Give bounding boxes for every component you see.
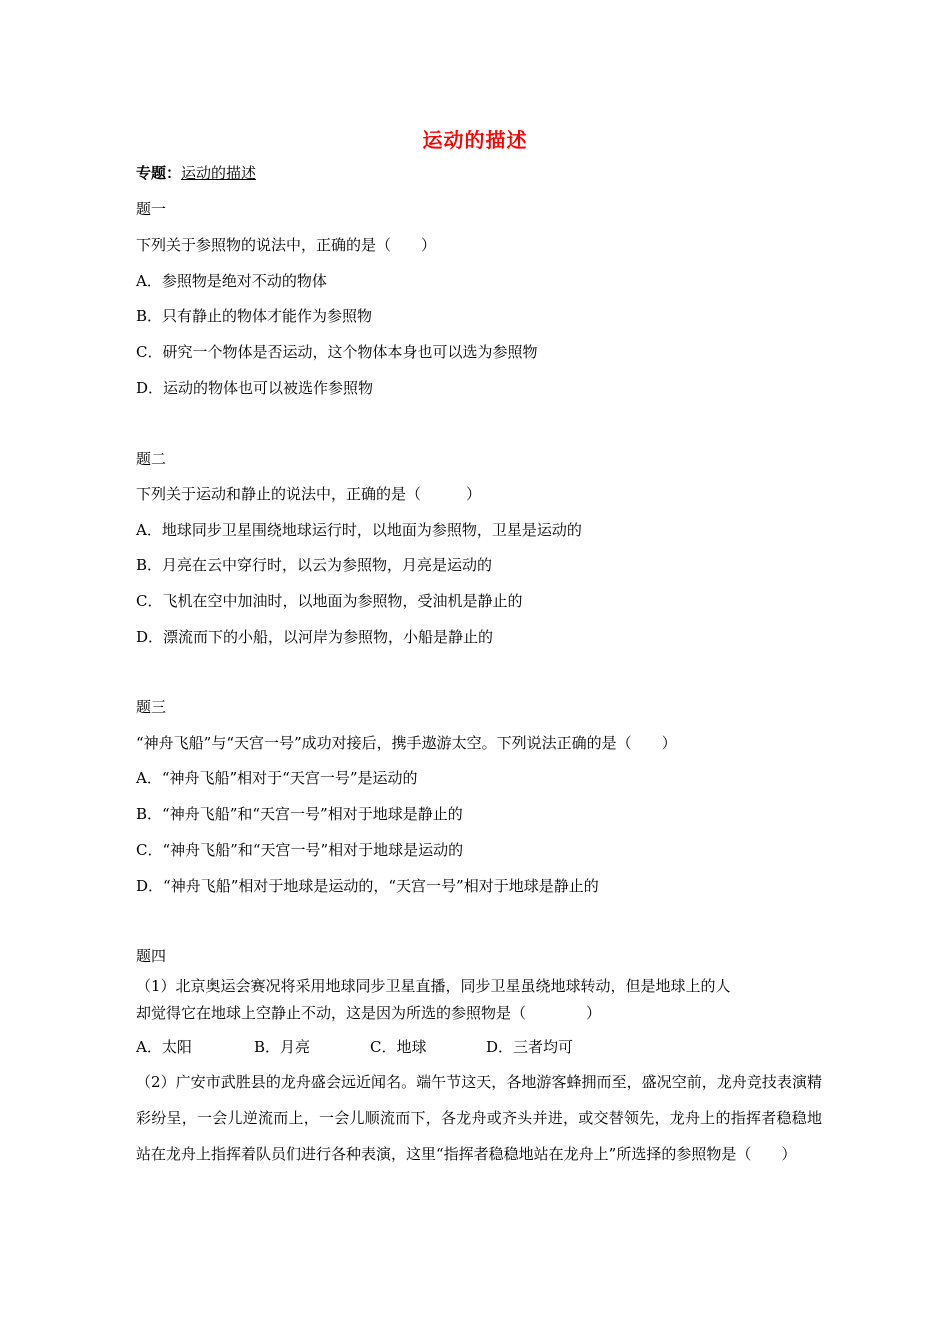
q4-part1-options xyxy=(136,1036,573,1058)
q2-option-b: B．月亮在云中穿行时，以云为参照物，月亮是运动的 xyxy=(136,556,493,574)
q3-option-d: D．“神舟飞船”相对于地球是运动的，“天宫一号”相对于地球是静止的 xyxy=(136,877,599,895)
q4-part1-option-c: C．地球 xyxy=(370,1038,427,1056)
q4-part1-option-b: B．月亮 xyxy=(254,1038,311,1056)
q3-option-c: C．“神舟飞船”和“天宫一号”相对于地球是运动的 xyxy=(136,841,464,859)
q1-stem: 下列关于参照物的说法中，正确的是（ ） xyxy=(136,236,437,254)
q2-option-c: C．飞机在空中加油时，以地面为参照物，受油机是静止的 xyxy=(136,592,523,610)
q4-part1-line1: （1）北京奥运会赛况将采用地球同步卫星直播，同步卫星虽绕地球转动，但是地球上的人 xyxy=(136,977,731,995)
q1-heading: 题一 xyxy=(136,200,167,218)
q4-part1-line2: 却觉得它在地球上空静止不动，这是因为所选的参照物是（ ） xyxy=(136,1004,602,1022)
q1-option-b: B．只有静止的物体才能作为参照物 xyxy=(136,307,373,325)
q4-part1-option-d: D．三者均可 xyxy=(486,1038,574,1056)
topic-line xyxy=(136,162,256,184)
q4-part1-option-a: A．太阳 xyxy=(136,1038,192,1056)
q2-option-d: D．漂流而下的小船，以河岸为参照物，小船是静止的 xyxy=(136,628,494,646)
q2-option-a: A．地球同步卫星围绕地球运行时，以地面为参照物，卫星是运动的 xyxy=(136,521,582,539)
q4-heading: 题四 xyxy=(136,947,167,965)
q3-stem: “神舟飞船”与“天宫一号”成功对接后，携手遨游太空。下列说法正确的是（ ） xyxy=(136,734,677,752)
q3-option-b: B．“神舟飞船”和“天宫一号”相对于地球是静止的 xyxy=(136,805,463,823)
q1-option-c: C．研究一个物体是否运动，这个物体本身也可以选为参照物 xyxy=(136,343,538,361)
topic-value: 运动的描述 xyxy=(181,164,257,182)
q2-heading: 题二 xyxy=(136,450,167,468)
q1-option-a: A．参照物是绝对不动的物体 xyxy=(136,272,327,290)
q4-part2-paragraph: （2）广安市武胜县的龙舟盛会远近闻名。端午节这天，各地游客蜂拥而至，盛况空前，龙舟竞技表演精彩纷呈，一会儿逆流而上，一会儿顺流而下，各龙舟或齐头并进，或交替领先，龙舟上的指挥者稳稳地站在龙舟上指挥着队员们进行各种表演，这里“指挥者稳稳地站在龙舟上”所选择的参照物是（ ） xyxy=(136,1073,822,1163)
document-title: 运动的描述 xyxy=(422,128,528,152)
q3-option-a: A．“神舟飞船”相对于“天宫一号”是运动的 xyxy=(136,769,418,787)
topic-label: 专题： xyxy=(136,164,182,182)
q3-heading: 题三 xyxy=(136,698,167,716)
q2-stem: 下列关于运动和静止的说法中，正确的是（ ） xyxy=(136,485,482,503)
q1-option-d: D．运动的物体也可以被选作参照物 xyxy=(136,379,374,397)
